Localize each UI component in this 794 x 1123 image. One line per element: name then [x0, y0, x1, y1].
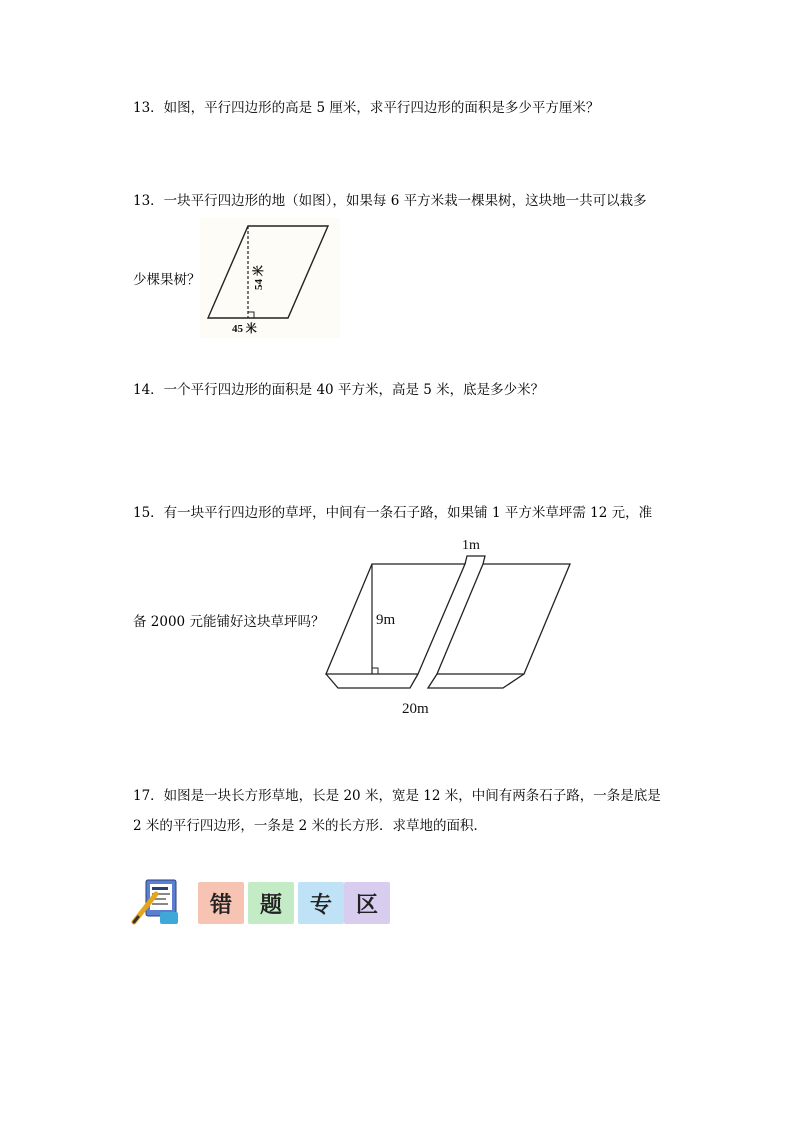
right-angle-mark	[372, 668, 378, 674]
question-14: 14．一个平行四边形的面积是 40 平方米，高是 5 米，底是多少米？	[133, 382, 545, 398]
banner-tile-3: 专	[298, 882, 344, 924]
base-label: 45 米	[232, 323, 257, 335]
question-17-line2: 2 米的平行四边形，一条是 2 米的长方形．求草地的面积．	[133, 818, 488, 834]
question-13b-line1: 13．一块平行四边形的地（如图），如果每 6 平方米栽一棵果树，这块地一共可以栽多	[133, 193, 647, 209]
height-label: 9m	[376, 612, 396, 628]
question-17-line1: 17．如图是一块长方形草地，长是 20 米，宽是 12 米，中间有两条石子路，一条是底是	[133, 788, 661, 804]
path-top-edge	[465, 556, 485, 564]
question-13a: 13．如图，平行四边形的高是 5 厘米，求平行四边形的面积是多少平方厘米？	[133, 100, 600, 116]
question-15-line1: 15．有一块平行四边形的草坪，中间有一条石子路，如果铺 1 平方米草坪需 12 元，准	[133, 505, 653, 521]
question-15-line2: 备 2000 元能铺好这块草坪吗？	[133, 614, 325, 630]
mistakes-section-banner	[130, 876, 400, 928]
bottom-edge-right	[428, 674, 524, 688]
banner-tile-4: 区	[344, 882, 390, 924]
banner-tile-1: 错	[198, 882, 244, 924]
base-label: 20m	[402, 701, 429, 717]
height-label: 54 米	[253, 265, 265, 290]
lawn-parallelogram-figure	[320, 532, 580, 722]
right-lawn-shape	[437, 564, 570, 674]
banner-tile-2: 题	[248, 882, 294, 924]
bottom-edge	[326, 674, 418, 688]
top-label: 1m	[462, 538, 480, 553]
question-13b-line2: 少棵果树？	[133, 272, 201, 288]
notebook-pencil-icon	[130, 876, 186, 928]
parallelogram-figure-1	[200, 218, 340, 338]
